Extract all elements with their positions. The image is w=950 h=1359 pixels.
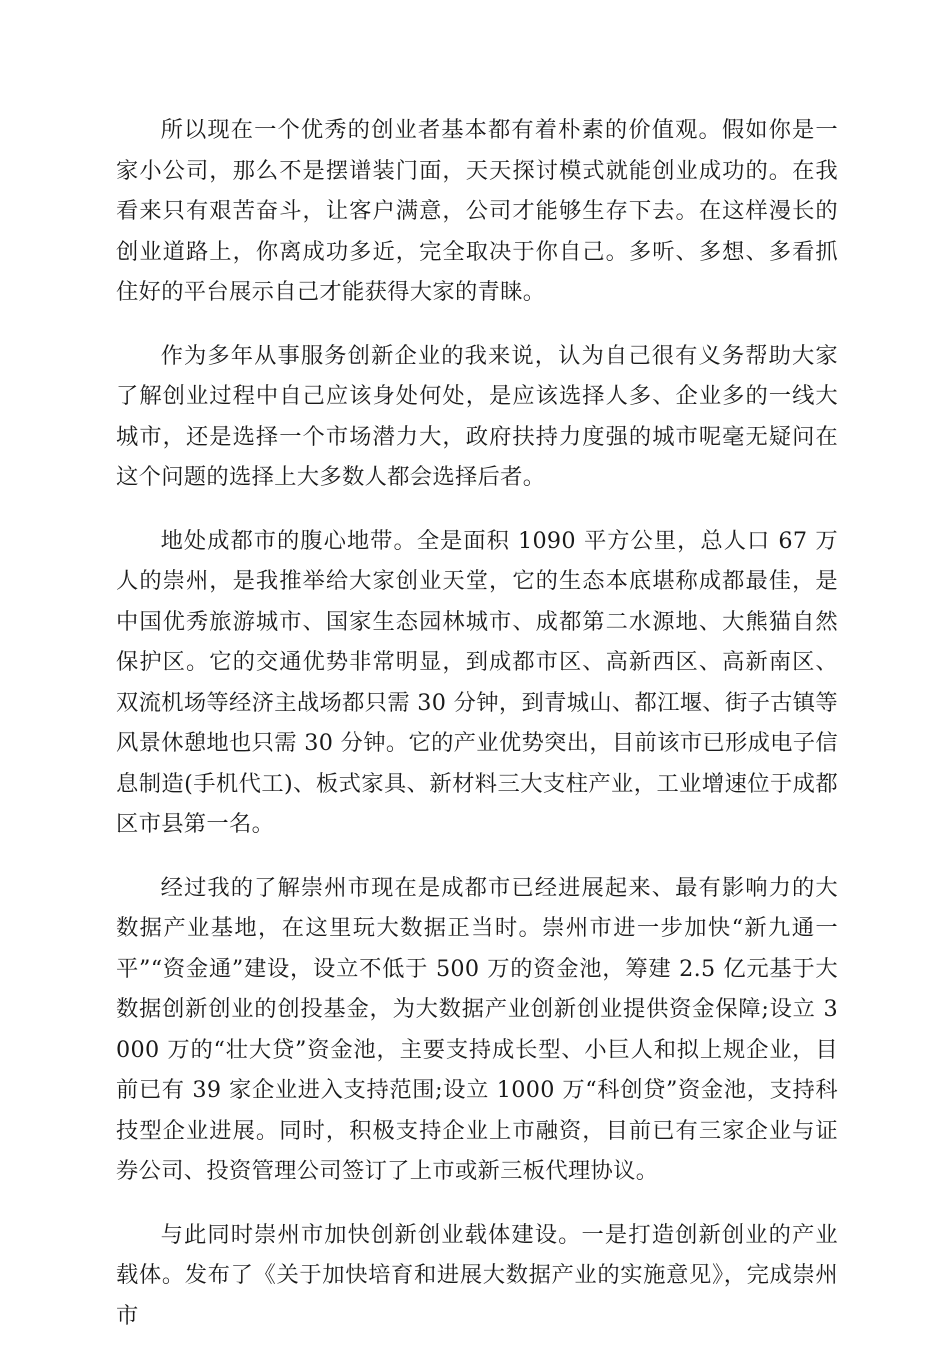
paragraph-3: 地处成都市的腹心地带。全是面积 1090 平方公里，总人口 67 万人的崇州，是我推举给大家创业天堂，它的生态本底堪称成都最佳，是中国优秀旅游城市、国家生态园林城市、成都第二水源地、大熊猫自然保护区。它的交通优势非常明显，到成都市区、高新西区、高新南区、双流机场等经济主战场都只需 30 分钟，到青城山、都江堰、街子古镇等风景休憩地也只需 30 分钟。它的产业优势突出，目前该市已形成电子信息制造(手机代工)、板式家具、新材料三大支柱产业，工业增速位于成都区市县第一名。 bbox=[116, 527, 838, 837]
paragraph-4: 经过我的了解崇州市现在是成都市已经进展起来、最有影响力的大数据产业基地，在这里玩大数据正当时。崇州市进一步加快“新九通一平”“资金通”建设，设立不低于 500 万的资金池，筹建 2.5 亿元基于大数据创新创业的创投基金，为大数据产业创新创业提供资金保障;设立 3000 万的“壮大贷”资金池，主要支持成长型、小巨人和拟上规企业，目前已有 39 家企业进入支持范围;设立 1000 万“科创贷”资金池，支持科技型企业进展。同时，积极支持企业上市融资，目前已有三家企业与证券公司、投资管理公司签订了上市或新三板代理协议。 bbox=[116, 874, 838, 1184]
document-page bbox=[116, 110, 838, 1359]
paragraph-2: 作为多年从事服务创新企业的我来说，认为自己很有义务帮助大家了解创业过程中自己应该身处何处，是应该选择人多、企业多的一线大城市，还是选择一个市场潜力大，政府扶持力度强的城市呢毫无疑问在这个问题的选择上大多数人都会选择后者。 bbox=[116, 342, 838, 490]
paragraph-5: 与此同时崇州市加快创新创业载体建设。一是打造创新创业的产业载体。发布了《关于加快培育和进展大数据产业的实施意见》，完成崇州市 bbox=[116, 1221, 838, 1329]
paragraph-1: 所以现在一个优秀的创业者基本都有着朴素的价值观。假如你是一家小公司，那么不是摆谱装门面，天天探讨模式就能创业成功的。在我看来只有艰苦奋斗，让客户满意，公司才能够生存下去。在这样漫长的创业道路上，你离成功多近，完全取决于你自己。多听、多想、多看抓住好的平台展示自己才能获得大家的青睐。 bbox=[116, 117, 838, 305]
